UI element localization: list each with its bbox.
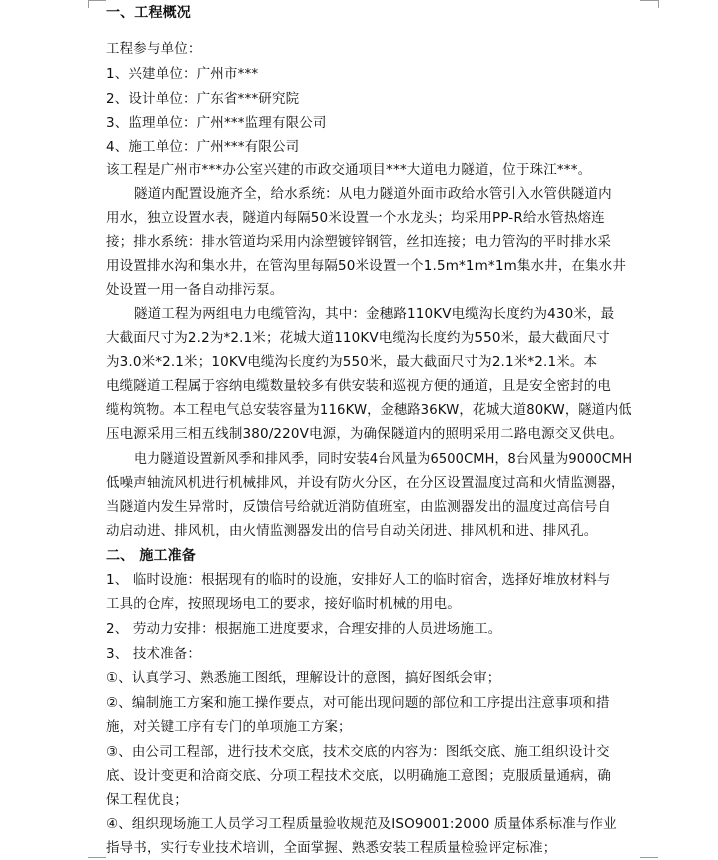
paragraph-line: 动启动进、排风机，由火情监测器发出的信号自动关闭进、排风机和进、排风孔。	[106, 523, 598, 539]
crop-mark	[88, 0, 106, 1]
section-heading: 二、 施工准备	[106, 548, 196, 564]
paragraph-line: 处设置一用一备自动排污泵。	[106, 282, 284, 298]
crop-mark	[88, 0, 89, 8]
paragraph-line: 低噪声轴流风机进行机械排风，并设有防火分区，在分区设置温度过高和火情监测器，	[106, 475, 625, 491]
paragraph-line: 电力隧道设置新风季和排风季，同时安装4台风量为6500CMH，8台风量为9000CMH	[134, 451, 633, 467]
list-item: 4、施工单位：广州***有限公司	[106, 139, 300, 155]
paragraph-line: 缆构筑物。本工程电气总安装容量为116KW，金穗路36KW，花城大道80KW，隧道内低	[106, 402, 632, 418]
paragraph-line: 电缆隧道工程属于容纳电缆数量较多有供安装和巡视方便的通道，且是安全密封的电	[106, 378, 612, 394]
paragraph-line: 用设置排水沟和集水井，在管沟里每隔50米设置一个1.5m*1m*1m集水井，在集水井	[106, 258, 627, 274]
section-heading: 一、工程概况	[106, 5, 191, 21]
list-item: 3、监理单位：广州***监理有限公司	[106, 115, 327, 131]
paragraph-line: 隧道工程为两组电力电缆管沟，其中：金穗路110KV电缆沟长度约为430米，最	[134, 306, 615, 322]
paragraph-line: 该工程是广州市***办公室兴建的市政交通项目***大道电力隧道，位于珠江***。	[106, 162, 592, 178]
list-item: ③、由公司工程部，进行技术交底，技术交底的内容为：图纸交底、施工组织设计交	[106, 744, 610, 760]
paragraph-line: 接；排水系统：排水管道均采用内涂塑镀锌钢管，丝扣连接；电力管沟的平时排水采	[106, 234, 612, 250]
paragraph-line: 为3.0米*2.1米；10KV电缆沟长度约为550米，最大截面尺寸为2.1米*2.1米。本	[106, 354, 598, 370]
crop-mark	[658, 0, 659, 8]
paragraph-line: 底、设计变更和洽商交底、分项工程技术交底，以明确施工意图；克服质量通病，确	[106, 768, 612, 784]
crop-mark	[88, 857, 106, 858]
paragraph-line: 保工程优良；	[106, 792, 188, 808]
paragraph-line: 隧道内配置设施齐全，给水系统：从电力隧道外面市政给水管引入水管供隧道内	[134, 186, 612, 202]
paragraph-line: 工程参与单位：	[106, 41, 202, 57]
list-item: ①、认真学习、熟悉施工图纸，理解设计的意图，搞好图纸会审；	[106, 670, 501, 686]
paragraph-line: 指导书，实行专业技术培训，全面掌握、熟悉安装工程质量检验评定标准；	[106, 840, 557, 856]
paragraph-line: 当隧道内发生异常时，反馈信号给就近消防值班室，由监测器发出的温度过高信号自	[106, 499, 612, 515]
crop-mark	[640, 857, 658, 858]
paragraph-line: 压电源采用三相五线制380/220V电源，为确保隧道内的照明采用二路电源交叉供电。	[106, 426, 623, 442]
paragraph-line: 施，对关键工序有专门的单项施工方案；	[106, 719, 352, 735]
paragraph-line: 用水，独立设置水表，隧道内每隔50米设置一个水龙头；均采用PP-R给水管热熔连	[106, 210, 605, 226]
list-item: 2、设计单位：广东省***研究院	[106, 91, 300, 107]
list-item: 3、 技术准备：	[106, 646, 202, 662]
list-item: 2、 劳动力安排：根据施工进度要求，合理安排的人员进场施工。	[106, 621, 502, 637]
list-item: ④、组织现场施工人员学习工程质量验收规范及ISO9001:2000 质量体系标准与作业	[106, 816, 617, 832]
paragraph-line: 大截面尺寸为2.2为*2.1米；花城大道110KV电缆沟长度约为550米，最大截面尺寸	[106, 330, 610, 346]
crop-mark	[640, 0, 658, 1]
list-item: 1、 临时设施：根据现有的临时的设施，安排好人工的临时宿舍，选择好堆放材料与	[106, 572, 611, 588]
list-item: 1、兴建单位：广州市***	[106, 66, 259, 82]
list-item: ②、编制施工方案和施工操作要点，对可能出现问题的部位和工序提出注意事项和措	[106, 695, 610, 711]
paragraph-line: 工具的仓库，按照现场电工的要求，接好临时机械的用电。	[106, 596, 461, 612]
